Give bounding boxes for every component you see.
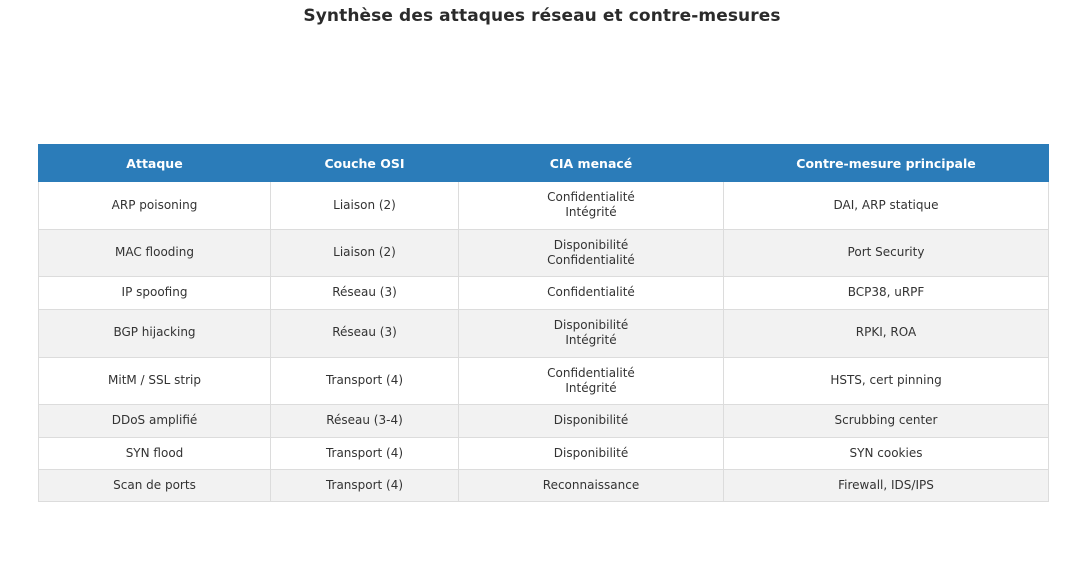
cell-attaque: MitM / SSL strip	[39, 357, 271, 405]
cell-couche-osi: Liaison (2)	[271, 182, 459, 230]
table-header	[39, 145, 1049, 182]
cell-cia-menace: Disponibilité	[459, 437, 724, 469]
attacks-table-container	[38, 144, 1048, 502]
cell-couche-osi: Réseau (3-4)	[271, 405, 459, 437]
table-row	[39, 357, 1049, 405]
column-header-couche-osi: Couche OSI	[271, 145, 459, 182]
cell-cia-menace: Confidentialité	[459, 277, 724, 309]
cell-cia-menace: Disponibilité Intégrité	[459, 309, 724, 357]
cell-contre-mesure: HSTS, cert pinning	[724, 357, 1049, 405]
page-title: Synthèse des attaques réseau et contre-mesures	[303, 6, 781, 26]
cell-contre-mesure: Firewall, IDS/IPS	[724, 469, 1049, 501]
table-row	[39, 405, 1049, 437]
table-row	[39, 182, 1049, 230]
table-row	[39, 469, 1049, 501]
cell-contre-mesure: Scrubbing center	[724, 405, 1049, 437]
cell-couche-osi: Réseau (3)	[271, 277, 459, 309]
cell-couche-osi: Liaison (2)	[271, 229, 459, 277]
column-header-contre-mesure: Contre-mesure principale	[724, 145, 1049, 182]
cell-cia-menace: Disponibilité	[459, 405, 724, 437]
cell-attaque: SYN flood	[39, 437, 271, 469]
cell-attaque: DDoS amplifié	[39, 405, 271, 437]
cell-attaque: ARP poisoning	[39, 182, 271, 230]
attacks-summary-table	[38, 144, 1049, 502]
cell-attaque: BGP hijacking	[39, 309, 271, 357]
cell-cia-menace: Reconnaissance	[459, 469, 724, 501]
table-row	[39, 309, 1049, 357]
table-row	[39, 277, 1049, 309]
cell-contre-mesure: SYN cookies	[724, 437, 1049, 469]
cell-contre-mesure: Port Security	[724, 229, 1049, 277]
cell-couche-osi: Transport (4)	[271, 437, 459, 469]
cell-attaque: MAC flooding	[39, 229, 271, 277]
cell-cia-menace: Disponibilité Confidentialité	[459, 229, 724, 277]
cell-attaque: IP spoofing	[39, 277, 271, 309]
cell-contre-mesure: DAI, ARP statique	[724, 182, 1049, 230]
table-body	[39, 182, 1049, 502]
cell-couche-osi: Réseau (3)	[271, 309, 459, 357]
cell-cia-menace: Confidentialité Intégrité	[459, 357, 724, 405]
table-row	[39, 229, 1049, 277]
cell-cia-menace: Confidentialité Intégrité	[459, 182, 724, 230]
column-header-attaque: Attaque	[39, 145, 271, 182]
cell-attaque: Scan de ports	[39, 469, 271, 501]
table-header-row	[39, 145, 1049, 182]
cell-couche-osi: Transport (4)	[271, 357, 459, 405]
table-row	[39, 437, 1049, 469]
cell-contre-mesure: BCP38, uRPF	[724, 277, 1049, 309]
cell-contre-mesure: RPKI, ROA	[724, 309, 1049, 357]
cell-couche-osi: Transport (4)	[271, 469, 459, 501]
column-header-cia-menace: CIA menacé	[459, 145, 724, 182]
